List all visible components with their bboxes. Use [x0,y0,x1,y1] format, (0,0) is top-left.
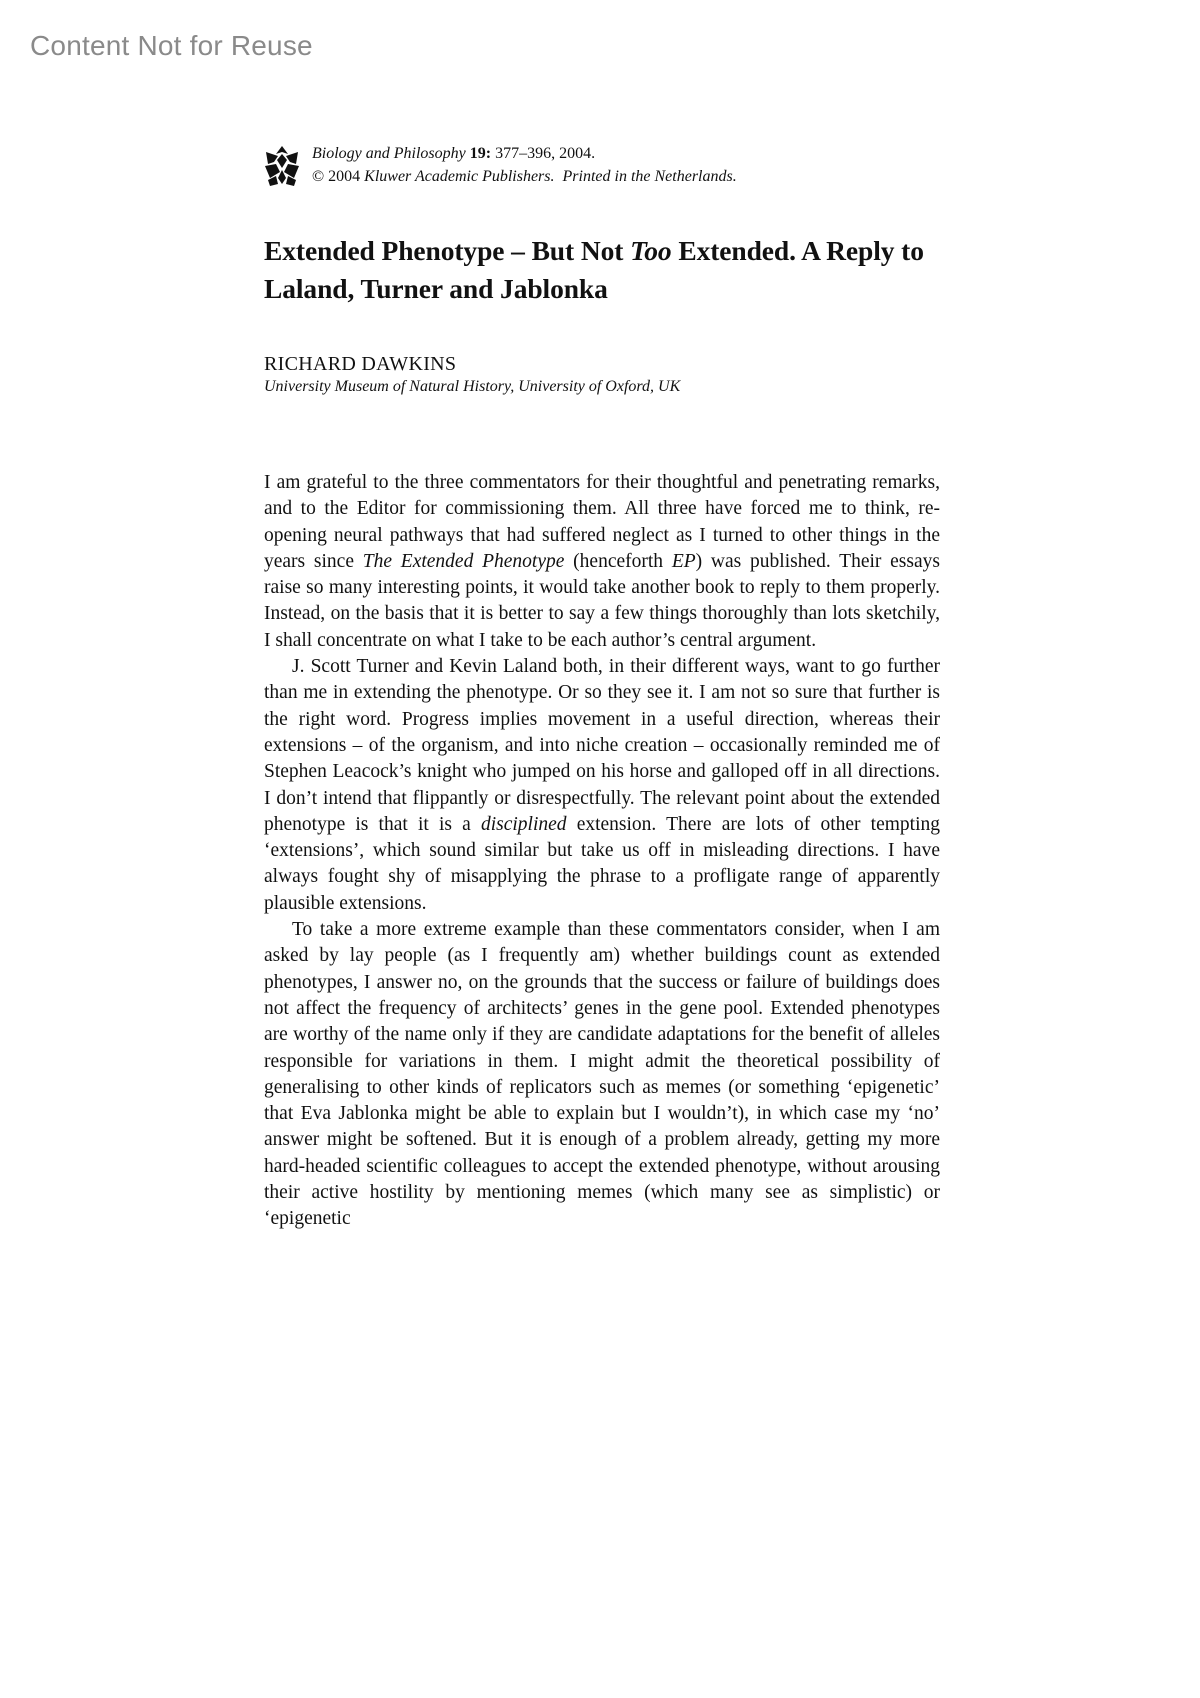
journal-volume: 19: [469,145,492,162]
p1-book-title: The Extended Phenotype [362,550,565,572]
article-title [264,232,940,308]
paragraph-1 [264,470,940,654]
p1-text-c: ) was published. Their essays raise so many interesting points, it would take another book to reply to them properly. Instead, on the basis that it is better to say a few things thoroughly than lots sketchily, I shall concentrate on what I take to be each author’s central argument. [264,550,940,651]
author-name: RICHARD DAWKINS [264,353,457,375]
title-part-2: Extended. A Reply to Laland, Turner and Jablonka [264,235,924,304]
p1-abbrev: EP [671,550,696,572]
p1-text-b: (henceforth [564,550,672,572]
publisher-name: Kluwer Academic Publishers. [364,168,555,185]
author-affiliation: University Museum of Natural History, University of Oxford, UK [264,378,681,395]
paragraph-3: To take a more extreme example than these commentators consider, when I am asked by lay people (as I frequently am) whether buildings count as extended phenotypes, I answer no, on the grounds that the success or failure of buildings does not affect the frequency of architects’ genes in the gene pool. Extended phenotypes are worthy of the name only if they are candidate adaptations for the benefit of alleles responsible for variations in them. I might admit the theoretical possibility of generalising to other kinds of replicators such as memes (or something ‘epigenetic’ that Eva Jablonka might be able to explain but I wouldn’t), in which case my ‘no’ answer might be softened. But it is enough of a problem already, getting my more hard-headed scientific colleagues to accept the extended phenotype, without arousing their active hostility by mentioning memes (which many see as simplistic) or ‘epigenetic [264,919,940,1230]
p2-text-a: J. Scott Turner and Kevin Laland both, in their different ways, want to go further than me in extending the phenotype. Or so they see it. I am not so sure that further is the right word. Progress implies movement in a useful direction, whereas their extensions – of the organism, and into niche creation – occasionally reminded me of Stephen Leacock’s knight who jumped on his horse and galloped off in all directions. I don’t intend that flippantly or disrespectfully. The relevant point about the extended phenotype is that it is a [264,656,940,835]
journal-citation [312,142,737,188]
journal-name: Biology and Philosophy [312,145,466,162]
journal-line-2 [312,165,737,188]
article-page [264,140,940,1233]
copyright: © 2004 [312,168,361,185]
title-italic: Too [630,235,672,266]
title-part-1: Extended Phenotype – But Not [264,235,631,266]
printed-in: Printed in the Netherlands. [562,168,737,185]
article-body [264,470,940,1233]
watermark: Content Not for Reuse [30,30,313,61]
journal-line-1 [312,142,737,165]
p2-text-b: extension. There are lots of other tempting ‘extensions’, which sound similar but take us off in misleading directions. I have always fought shy of misapplying the phrase to a profligate range of apparently plausible extensions. [264,813,940,914]
p1-text-a: I am grateful to the three commentators for their thoughtful and penetrating remarks, and to the Editor for commissioning them. All three have forced me to think, re-opening neural pathways that had suffered neglect as I turned to other things in the years since [264,472,940,572]
p2-emphasis: disciplined [480,813,567,835]
paragraph-2 [264,654,940,917]
publisher-logo-icon [264,142,300,186]
journal-pages: 377–396, 2004. [495,145,596,162]
journal-header [264,140,940,190]
